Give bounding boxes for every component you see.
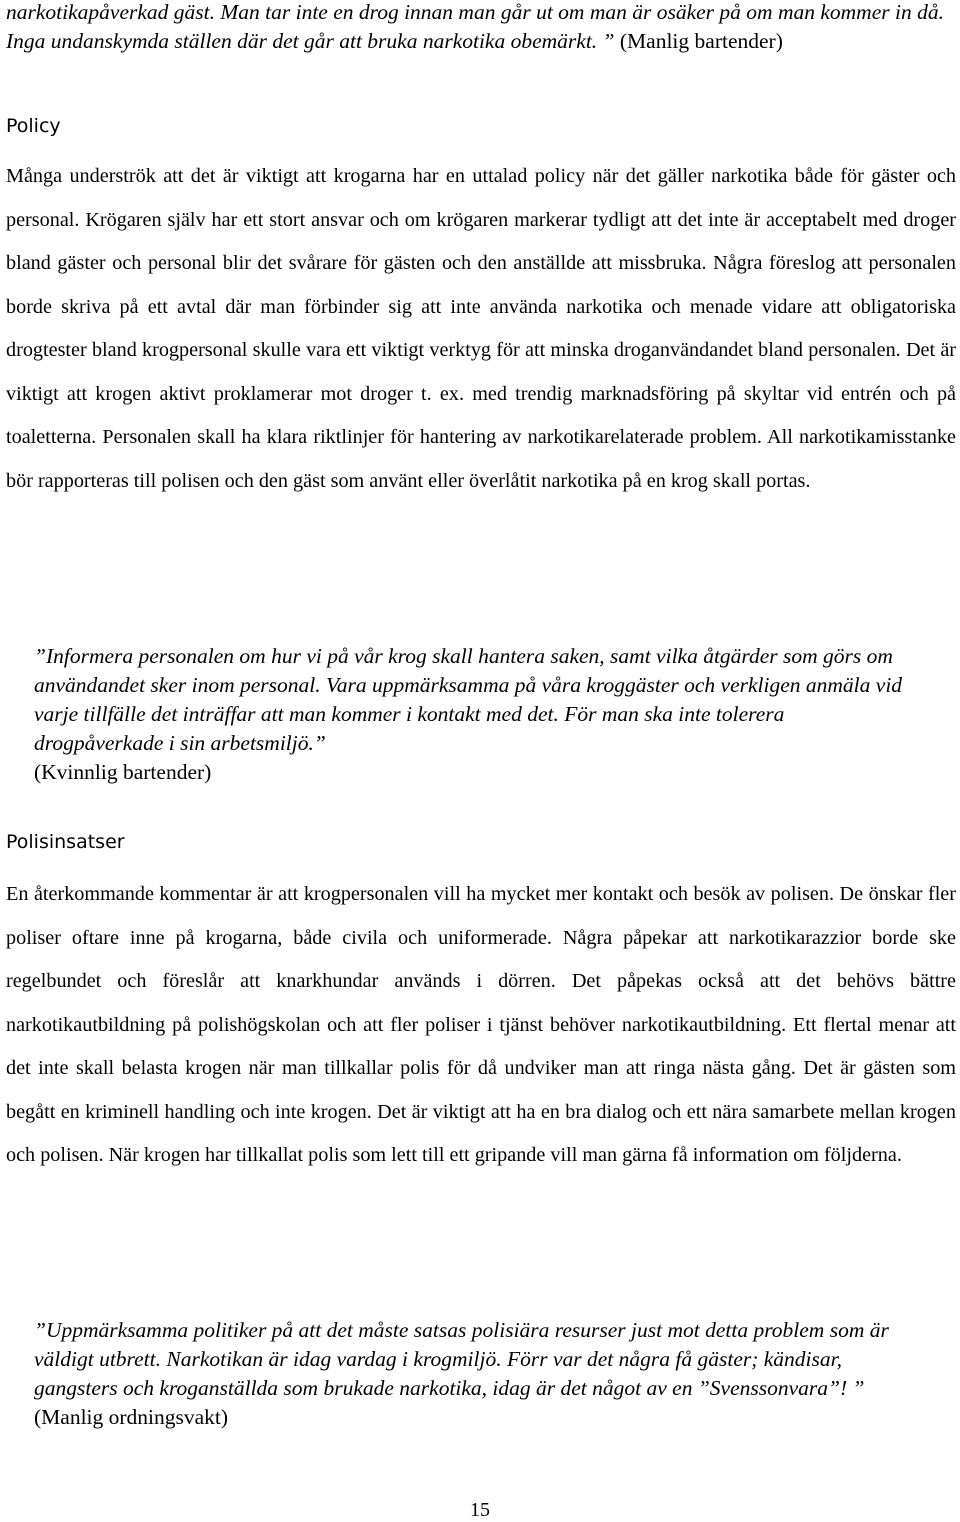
polisinsatser-paragraph: En återkommande kommentar är att krogpersonalen vill ha mycket mer kontakt och besök av polisen. De önskar fler poliser oftare inne på krogarna, både civila och uniformerade. Några påpekar att narkotikarazzior borde ske regelbundet och föreslår att knarkhundar används i dörren. Det påpekas också att det behövs bättre narkotikautbildning på polishögskolan och att fler poliser i tjänst behöver narkotikautbildning. Ett flertal menar att det inte skall belasta krogen när man tillkallar polis för då undviker man att ringa nästa gång. Det är gästen som begått en kriminell handling och inte krogen. Det är viktigt att ha en bra dialog och ett nära samarbete mellan krogen och polisen. När krogen har tillkallat polis som lett till ett gripande vill man gärna få information om följderna.	[6, 883, 956, 1166]
polisinsatser-quote-text: ”Uppmärksamma politiker på att det måste satsas polisiära resurser just mot detta problem som är väldigt utbrett. Narkotikan är idag vardag i krogmiljö. Förr var det några få gäster; kändisar, gangsters och kroganställda som brukade narkotika, idag är det något av en ”Svenssonvara”! ”	[34, 1318, 889, 1400]
top-quote	[6, 0, 956, 56]
page-number: 15	[470, 1499, 490, 1521]
section-heading-policy: Policy	[6, 115, 61, 137]
policy-quote	[34, 642, 914, 787]
section-heading-polisinsatser: Polisinsatser	[6, 831, 125, 853]
policy-quote-text: ”Informera personalen om hur vi på vår krog skall hantera saken, samt vilka åtgärder som görs om användandet sker inom personal. Vara uppmärksamma på våra kroggäster och verkligen anmäla vid varje tillfälle det inträffar att man kommer i kontakt med det. För man ska inte tolerera drogpåverkade i sin arbetsmiljö.”	[34, 644, 903, 755]
polisinsatser-quote-attribution: (Manlig ordningsvakt)	[34, 1405, 229, 1429]
polisinsatser-quote	[34, 1316, 914, 1432]
top-quote-text: narkotikapåverkad gäst. Man tar inte en drog innan man går ut om man är osäker på om man kommer in då. Inga undanskymda ställen där det går att bruka narkotika obemärkt. ”	[6, 0, 944, 53]
top-quote-attribution: (Manlig bartender)	[619, 29, 783, 53]
policy-quote-attribution: (Kvinnlig bartender)	[34, 760, 212, 784]
policy-paragraph: Många underströk att det är viktigt att krogarna har en uttalad policy när det gäller narkotika både för gäster och personal. Krögaren själv har ett stort ansvar och om krögaren markerar tydligt att det inte är acceptabelt med droger bland gäster och personal blir det svårare för gästen och den anställde att missbruka. Några föreslog att personalen borde skriva på ett avtal där man förbinder sig att inte använda narkotika och menade vidare att obligatoriska drogtester bland krogpersonal skulle vara ett viktigt verktyg för att minska droganvändandet bland personalen. Det är viktigt att krogen aktivt proklamerar mot droger t. ex. med trendig marknadsföring på skyltar vid entrén och på toaletterna. Personalen skall ha klara riktlinjer för hantering av narkotikarelaterade problem. All narkotikamisstanke bör rapporteras till polisen och den gäst som använt eller överlåtit narkotika på en krog skall portas.	[6, 165, 956, 492]
